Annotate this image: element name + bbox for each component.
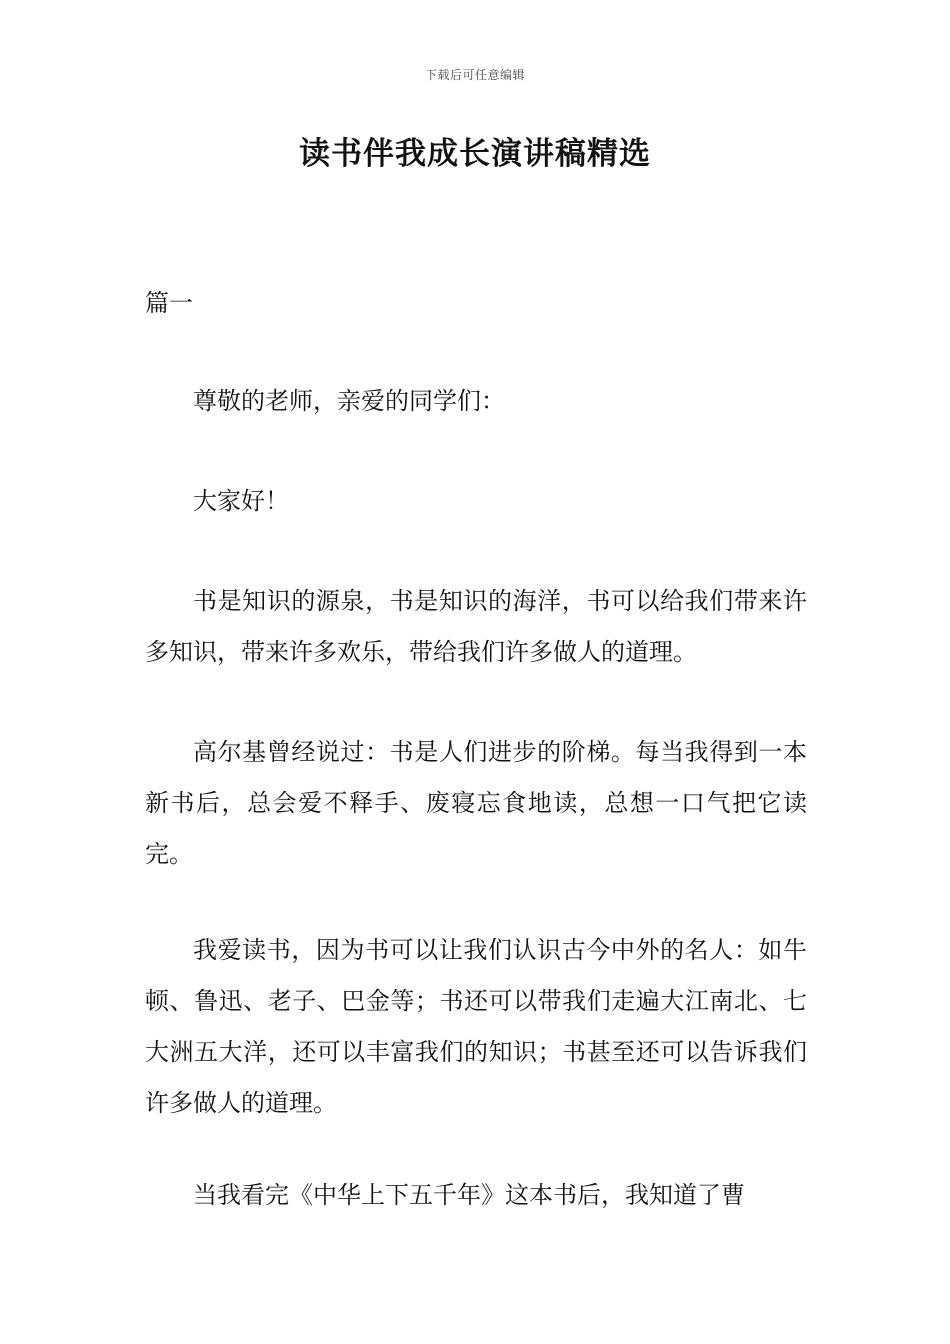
header-note: 下载后可任意编辑 [424,68,525,82]
paragraph-history-book: 当我看完《中华上下五千年》这本书后，我知道了曹 [193,1181,745,1209]
section-label: 篇一 [145,289,193,317]
paragraph-hello: 大家好！ [193,487,289,515]
paragraph-greeting: 尊敬的老师，亲爱的同学们： [193,387,505,415]
paragraph-love-reading: 我爱读书，因为书可以让我们认识古今中外的名人：如牛顿、鲁迅、老子、巴金等；书还可以带我们走遍大江南北、七大洲五大洋，还可以丰富我们的知识；书甚至还可以告诉我们许多做人的道理。 [145,936,807,1117]
document-title: 读书伴我成长演讲稿精选 [299,136,651,172]
paragraph-gorky-quote: 高尔基曾经说过：书是人们进步的阶梯。每当我得到一本新书后，总会爱不释手、废寝忘食地读，总想一口气把它读完。 [145,738,807,868]
paragraph-books-source: 书是知识的源泉，书是知识的海洋，书可以给我们带来许多知识，带来许多欢乐，带给我们许多做人的道理。 [145,587,807,666]
